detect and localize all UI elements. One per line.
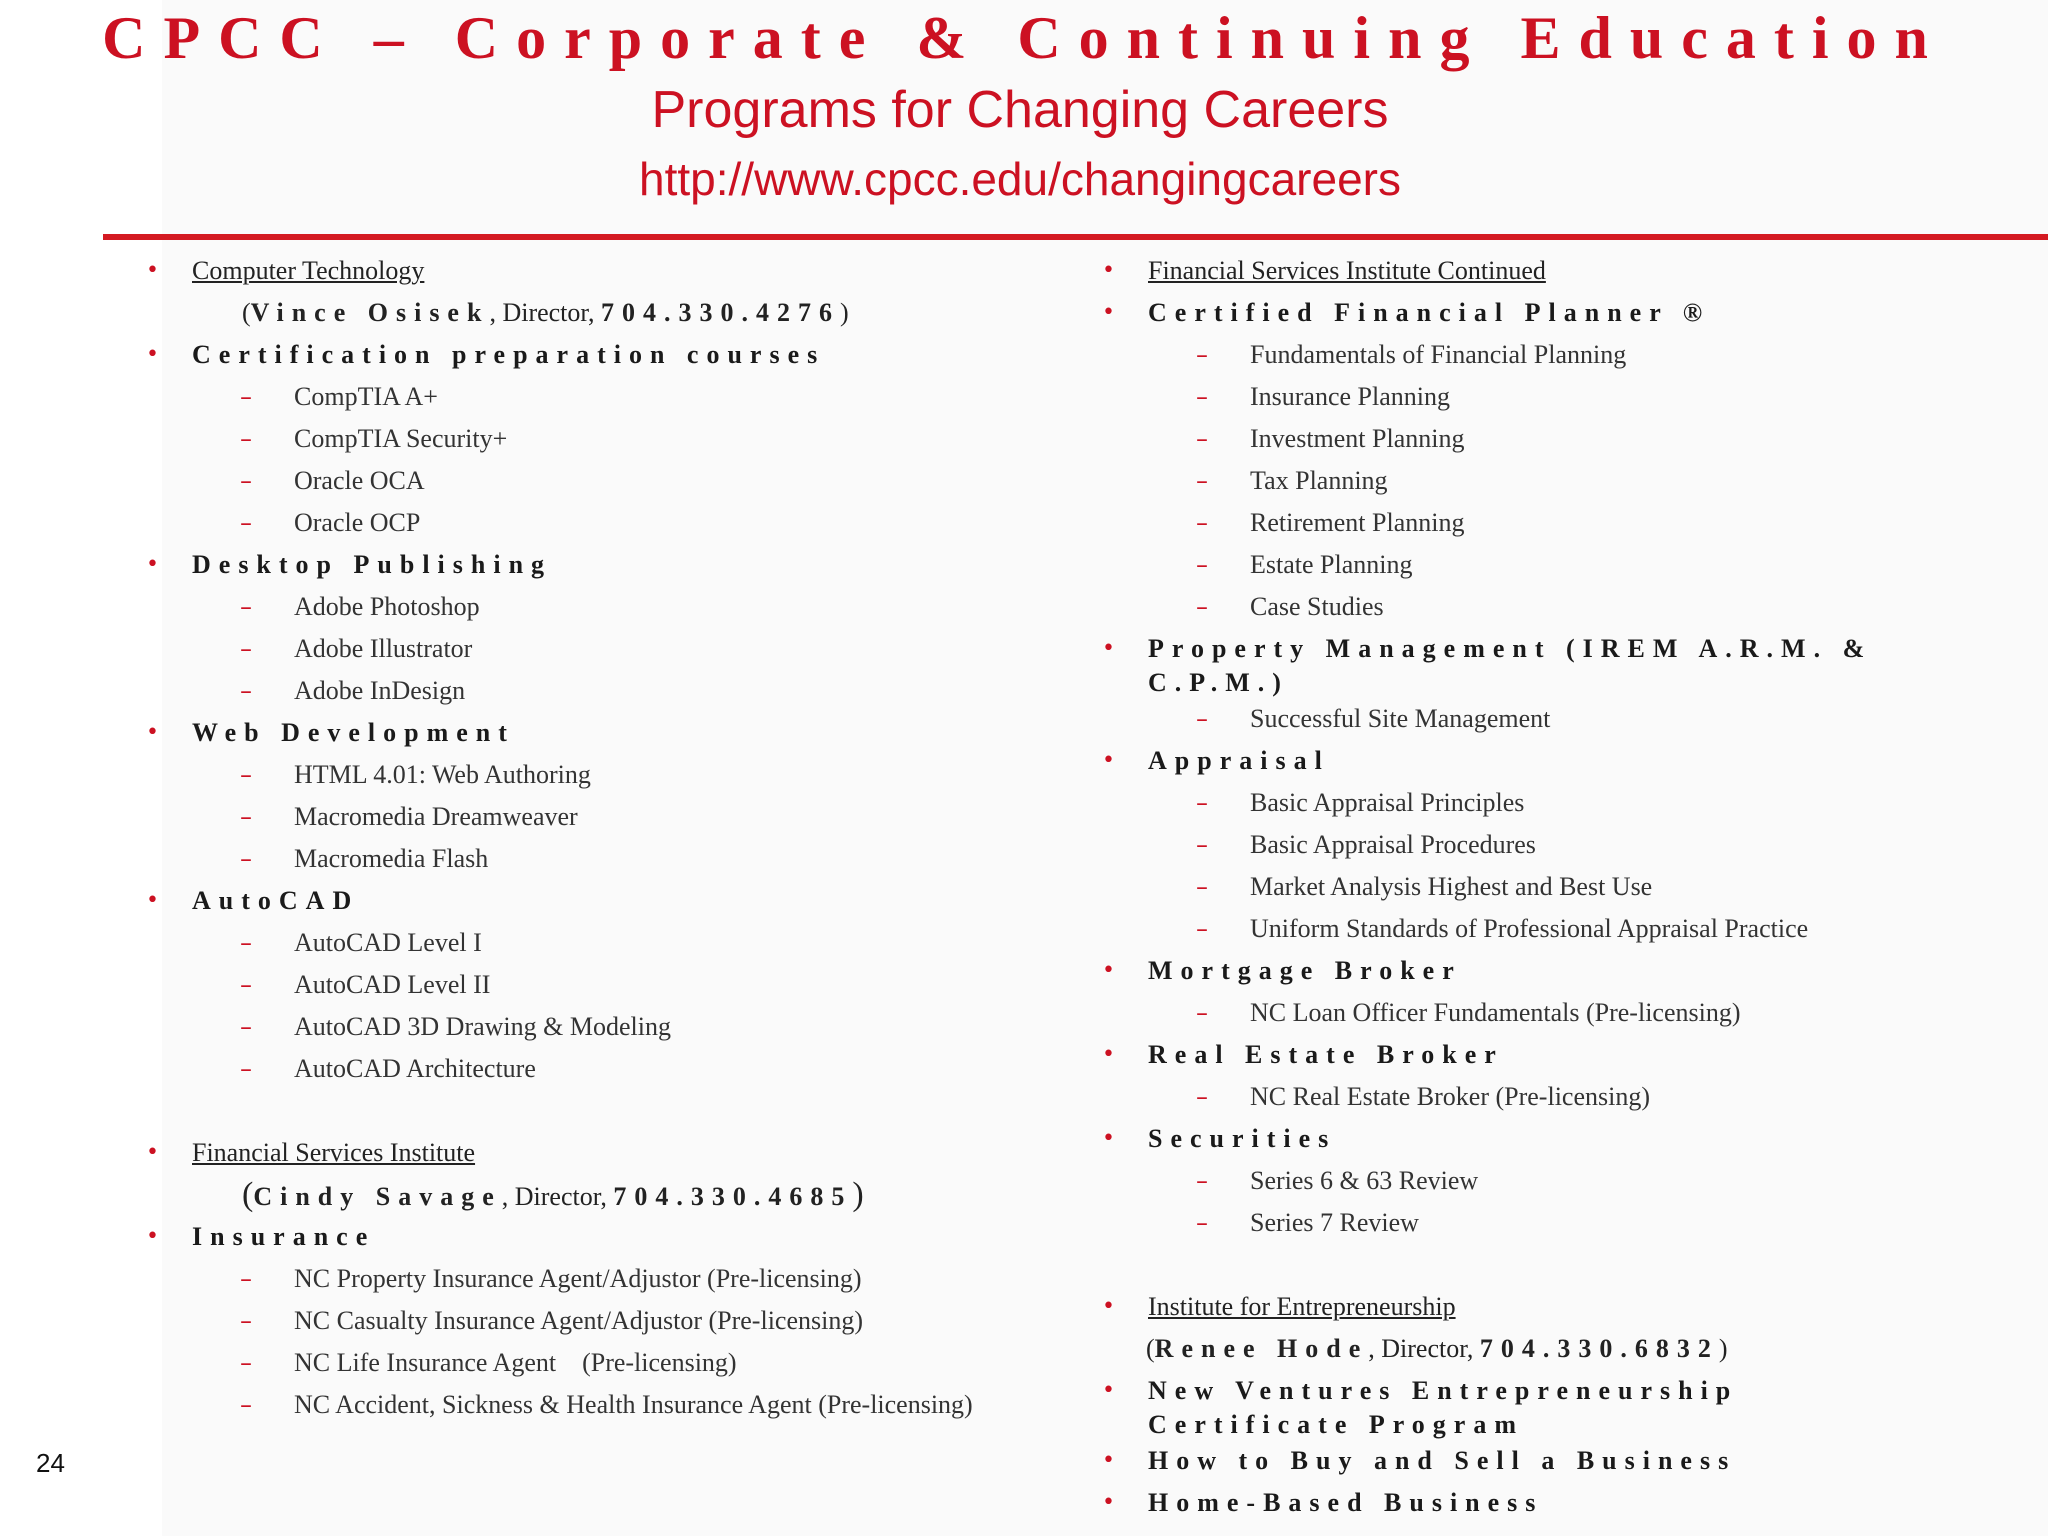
course-label: Fundamentals of Financial Planning bbox=[1250, 340, 1627, 369]
course-item bbox=[138, 796, 1038, 838]
list-item bbox=[1094, 1482, 2034, 1524]
director-contact: (Vince Osisek, Director, 704.330.4276) bbox=[242, 298, 849, 327]
bullet-icon: • bbox=[1102, 1294, 1115, 1319]
list-item bbox=[138, 250, 1038, 292]
course-item bbox=[138, 1048, 1038, 1090]
course-item bbox=[138, 1300, 1038, 1342]
section-heading: Web Development bbox=[192, 718, 515, 747]
course-item bbox=[138, 418, 1038, 460]
dash-icon: – bbox=[1196, 915, 1208, 943]
course-item bbox=[138, 376, 1038, 418]
course-item bbox=[1094, 1076, 2034, 1118]
section-heading: New Ventures Entrepreneurship Certificate Program bbox=[1148, 1376, 1739, 1439]
left-column bbox=[138, 250, 1038, 1454]
list-item bbox=[1094, 740, 2034, 782]
course-item bbox=[138, 460, 1038, 502]
director-phone: 704.330.4685 bbox=[613, 1182, 853, 1211]
section-heading: Certification preparation courses bbox=[192, 340, 826, 369]
course-label: CompTIA A+ bbox=[294, 382, 438, 411]
bullet-icon: • bbox=[1102, 748, 1115, 773]
dash-icon: – bbox=[1196, 467, 1208, 495]
bullet-icon: • bbox=[146, 342, 159, 367]
list-item bbox=[138, 712, 1038, 754]
course-label: AutoCAD Level II bbox=[294, 970, 491, 999]
dash-icon: – bbox=[240, 635, 252, 663]
dash-icon: – bbox=[240, 1265, 252, 1293]
director-name: Renee Hode bbox=[1154, 1334, 1369, 1363]
section-heading: Desktop Publishing bbox=[192, 550, 553, 579]
course-item bbox=[138, 1342, 1038, 1384]
header-divider bbox=[103, 234, 2048, 240]
director-phone: 704.330.6832 bbox=[1479, 1334, 1719, 1363]
course-item bbox=[138, 838, 1038, 880]
course-label: Adobe Illustrator bbox=[294, 634, 473, 663]
course-label: CompTIA Security+ bbox=[294, 424, 508, 453]
dash-icon: – bbox=[1196, 551, 1208, 579]
course-label: NC Life Insurance Agent (Pre-licensing) bbox=[294, 1348, 737, 1377]
bullet-icon: • bbox=[1102, 1126, 1115, 1151]
dash-icon: – bbox=[1196, 1167, 1208, 1195]
course-label: Basic Appraisal Procedures bbox=[1250, 830, 1536, 859]
list-item bbox=[138, 1216, 1038, 1258]
course-item bbox=[1094, 376, 2034, 418]
course-item bbox=[138, 1006, 1038, 1048]
bullet-icon: • bbox=[1102, 1490, 1115, 1515]
bullet-icon: • bbox=[146, 720, 159, 745]
dash-icon: – bbox=[240, 1055, 252, 1083]
financial-services-link[interactable]: Financial Services Institute bbox=[192, 1138, 476, 1167]
director-contact: (Renee Hode, Director, 704.330.6832) bbox=[1146, 1334, 1728, 1363]
course-label: Uniform Standards of Professional Appraisal Practice bbox=[1250, 914, 1809, 943]
course-item bbox=[138, 1384, 1038, 1454]
director-phone: 704.330.4276 bbox=[601, 298, 841, 327]
course-item bbox=[138, 586, 1038, 628]
section-heading: AutoCAD bbox=[192, 886, 360, 915]
dash-icon: – bbox=[1196, 509, 1208, 537]
dash-icon: – bbox=[240, 509, 252, 537]
slide-subtitle: Programs for Changing Careers bbox=[651, 81, 1389, 139]
bullet-icon: • bbox=[1102, 1378, 1115, 1403]
course-label: NC Real Estate Broker (Pre-licensing) bbox=[1250, 1082, 1650, 1111]
course-label: Adobe Photoshop bbox=[294, 592, 480, 621]
course-label: NC Accident, Sickness & Health Insurance Agent (Pre-licensing) bbox=[294, 1390, 973, 1419]
course-item bbox=[1094, 418, 2034, 460]
dash-icon: – bbox=[1196, 1083, 1208, 1111]
course-label: HTML 4.01: Web Authoring bbox=[294, 760, 591, 789]
dash-icon: – bbox=[240, 593, 252, 621]
list-item bbox=[138, 334, 1038, 376]
page-number: 24 bbox=[36, 1448, 65, 1478]
course-label: Successful Site Management bbox=[1250, 704, 1551, 733]
course-item bbox=[1094, 1202, 2034, 1244]
director-name: Vince Osisek bbox=[250, 298, 490, 327]
list-item bbox=[1094, 250, 2034, 292]
course-label: AutoCAD 3D Drawing & Modeling bbox=[294, 1012, 671, 1041]
list-item bbox=[1094, 628, 2034, 698]
computer-technology-link[interactable]: Computer Technology bbox=[192, 256, 425, 285]
director-role: , Director, bbox=[501, 1182, 614, 1211]
bullet-icon: • bbox=[146, 552, 159, 577]
course-label: Insurance Planning bbox=[1250, 382, 1451, 411]
course-item bbox=[138, 964, 1038, 1006]
course-item bbox=[1094, 866, 2034, 908]
course-label: Estate Planning bbox=[1250, 550, 1413, 579]
course-label: AutoCAD Architecture bbox=[294, 1054, 536, 1083]
right-column bbox=[1094, 250, 2034, 1524]
dash-icon: – bbox=[240, 803, 252, 831]
course-label: Market Analysis Highest and Best Use bbox=[1250, 872, 1653, 901]
section-heading: Mortgage Broker bbox=[1148, 956, 1462, 985]
list-item bbox=[1094, 1370, 2034, 1440]
dash-icon: – bbox=[240, 971, 252, 999]
course-item bbox=[1094, 334, 2034, 376]
program-url[interactable]: http://www.cpcc.edu/changingcareers bbox=[639, 153, 1401, 205]
bullet-icon: • bbox=[1102, 636, 1115, 661]
list-item bbox=[1094, 950, 2034, 992]
dash-icon: – bbox=[1196, 1209, 1208, 1237]
course-label: Series 6 & 63 Review bbox=[1250, 1166, 1479, 1195]
list-item bbox=[138, 880, 1038, 922]
bullet-icon: • bbox=[146, 1224, 159, 1249]
bullet-icon: • bbox=[1102, 1042, 1115, 1067]
dash-icon: – bbox=[1196, 999, 1208, 1027]
course-item bbox=[1094, 1160, 2034, 1202]
section-heading: Property Management (IREM A.R.M. & C.P.M.) bbox=[1148, 634, 1873, 697]
section-heading: Insurance bbox=[192, 1222, 376, 1251]
dash-icon: – bbox=[240, 677, 252, 705]
spacer bbox=[138, 1090, 1038, 1132]
course-item bbox=[1094, 460, 2034, 502]
course-item bbox=[1094, 824, 2034, 866]
course-item bbox=[1094, 698, 2034, 740]
bullet-icon: • bbox=[1102, 1448, 1115, 1473]
spacer bbox=[1094, 1244, 2034, 1286]
dash-icon: – bbox=[1196, 425, 1208, 453]
course-label: Oracle OCA bbox=[294, 466, 425, 495]
list-item bbox=[1094, 1440, 2034, 1482]
course-item bbox=[1094, 544, 2034, 586]
section-heading: Real Estate Broker bbox=[1148, 1040, 1504, 1069]
dash-icon: – bbox=[1196, 873, 1208, 901]
course-item bbox=[138, 754, 1038, 796]
dash-icon: – bbox=[240, 383, 252, 411]
course-label: Tax Planning bbox=[1250, 466, 1388, 495]
course-item bbox=[138, 628, 1038, 670]
course-label: Series 7 Review bbox=[1250, 1208, 1419, 1237]
course-label: Adobe InDesign bbox=[294, 676, 466, 705]
entrepreneurship-link[interactable]: Institute for Entrepreneurship bbox=[1148, 1292, 1456, 1321]
section-heading: Appraisal bbox=[1148, 746, 1330, 775]
dash-icon: – bbox=[1196, 831, 1208, 859]
dash-icon: – bbox=[240, 845, 252, 873]
director-contact: (Cindy Savage, Director, 704.330.4685) bbox=[242, 1176, 864, 1213]
dash-icon: – bbox=[1196, 705, 1208, 733]
course-label: Macromedia Flash bbox=[294, 844, 489, 873]
dash-icon: – bbox=[1196, 341, 1208, 369]
course-label: Macromedia Dreamweaver bbox=[294, 802, 578, 831]
bullet-icon: • bbox=[1102, 300, 1115, 325]
dash-icon: – bbox=[240, 1307, 252, 1335]
director-name: Cindy Savage bbox=[253, 1182, 502, 1211]
course-label: Oracle OCP bbox=[294, 508, 421, 537]
list-item bbox=[1094, 292, 2034, 334]
financial-services-continued-link[interactable]: Financial Services Institute Continued bbox=[1148, 256, 1546, 285]
slide-title: CPCC – Corporate & Continuing Education bbox=[102, 5, 1946, 71]
list-item bbox=[138, 1132, 1038, 1174]
course-item bbox=[1094, 782, 2034, 824]
course-item bbox=[138, 670, 1038, 712]
course-label: Basic Appraisal Principles bbox=[1250, 788, 1525, 817]
list-item bbox=[138, 544, 1038, 586]
list-item bbox=[1094, 1118, 2034, 1160]
director-role: , Director, bbox=[489, 298, 602, 327]
course-label: Investment Planning bbox=[1250, 424, 1465, 453]
dash-icon: – bbox=[240, 1013, 252, 1041]
course-item bbox=[1094, 908, 2034, 950]
bullet-icon: • bbox=[1102, 958, 1115, 983]
section-heading: Home-Based Business bbox=[1148, 1488, 1544, 1517]
section-heading: How to Buy and Sell a Business bbox=[1148, 1446, 1737, 1475]
course-label: NC Loan Officer Fundamentals (Pre-licensing) bbox=[1250, 998, 1741, 1027]
list-item bbox=[1094, 1286, 2034, 1328]
bullet-icon: • bbox=[1102, 258, 1115, 283]
course-item bbox=[1094, 992, 2034, 1034]
director-role: , Director, bbox=[1368, 1334, 1480, 1363]
course-label: Retirement Planning bbox=[1250, 508, 1465, 537]
course-label: NC Property Insurance Agent/Adjustor (Pre-licensing) bbox=[294, 1264, 862, 1293]
dash-icon: – bbox=[240, 929, 252, 957]
course-item bbox=[138, 1258, 1038, 1300]
bullet-icon: • bbox=[146, 888, 159, 913]
course-item bbox=[138, 502, 1038, 544]
dash-icon: – bbox=[1196, 593, 1208, 621]
dash-icon: – bbox=[240, 1349, 252, 1377]
dash-icon: – bbox=[240, 467, 252, 495]
dash-icon: – bbox=[240, 761, 252, 789]
dash-icon: – bbox=[240, 1391, 252, 1419]
course-label: NC Casualty Insurance Agent/Adjustor (Pre-licensing) bbox=[294, 1306, 863, 1335]
dash-icon: – bbox=[240, 425, 252, 453]
course-label: Case Studies bbox=[1250, 592, 1384, 621]
course-item bbox=[1094, 502, 2034, 544]
course-label: AutoCAD Level I bbox=[294, 928, 482, 957]
section-heading: Certified Financial Planner ® bbox=[1148, 298, 1711, 327]
list-item bbox=[1094, 1034, 2034, 1076]
bullet-icon: • bbox=[146, 258, 159, 283]
dash-icon: – bbox=[1196, 383, 1208, 411]
course-item bbox=[138, 922, 1038, 964]
dash-icon: – bbox=[1196, 789, 1208, 817]
section-heading: Securities bbox=[1148, 1124, 1337, 1153]
course-item bbox=[1094, 586, 2034, 628]
bullet-icon: • bbox=[146, 1140, 159, 1165]
